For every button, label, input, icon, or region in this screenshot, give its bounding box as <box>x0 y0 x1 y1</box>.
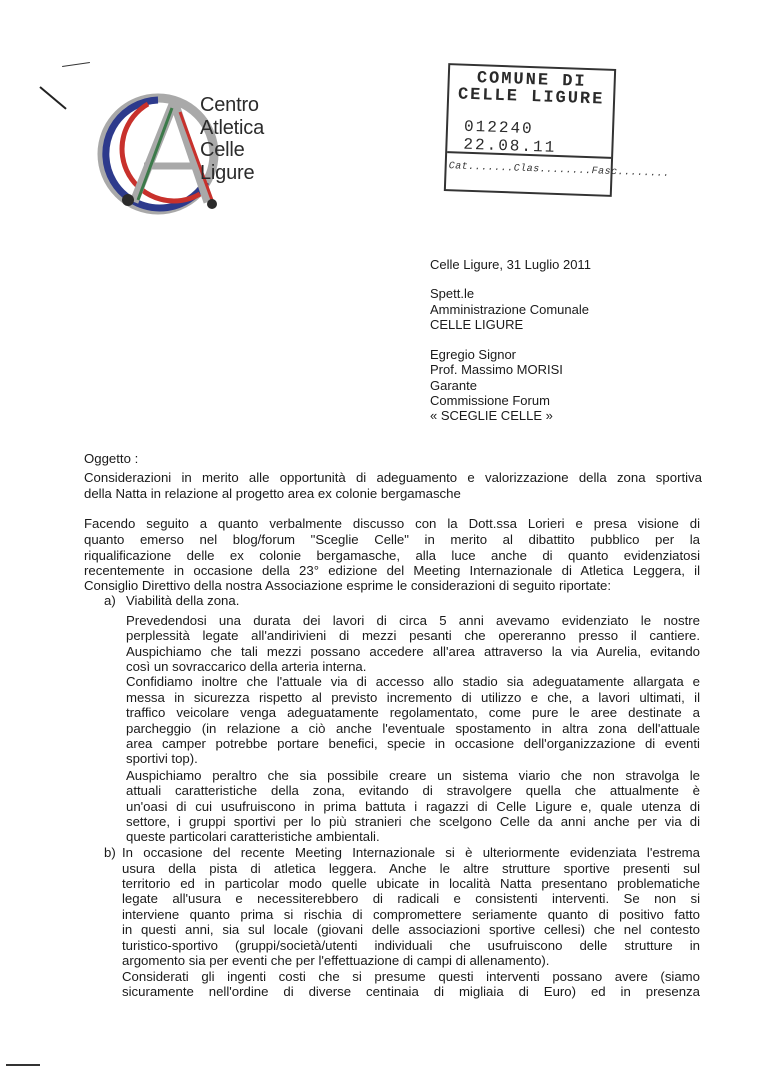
recipient-line-1: Spett.le <box>430 286 475 301</box>
item-a-line-8: parcheggio (in relazione a ciò anche l'eventuale spostamento in altra zona dell'attuale <box>126 721 700 736</box>
item-b-line-2: usura della pista di atletica leggera. Anche le altre strutture sportive presenti sul <box>122 861 700 876</box>
recipient-line-5: Prof. Massimo MORISI <box>430 362 563 377</box>
intro-line-1: Facendo seguito a quanto verbalmente discusso con la Dott.ssa Lorieri e presa visione di <box>84 516 700 531</box>
date-line: Celle Ligure, 31 Luglio 2011 <box>430 257 591 272</box>
item-a-line-4: così un sovraccarico della arteria interna. <box>126 659 367 674</box>
item-a-line-1: Prevedendosi una durata dei lavori di circa 5 anni avevamo evidenziato le nostre <box>126 613 700 628</box>
logo-text-line-2: Atletica <box>200 117 264 139</box>
subject-line-1: Considerazioni in merito alle opportunità di adeguamento e valorizzazione della zona sportiva <box>84 470 702 485</box>
item-b-line-1: In occasione del recente Meeting Internazionale si è ulteriormente evidenziata l'estrema <box>122 845 700 860</box>
item-a-line-13: un'oasi di cui usufruiscono in prima battuta i ragazzi di Celle Ligure e, quale utenza di <box>126 799 700 814</box>
recipient-line-4: Egregio Signor <box>430 347 516 362</box>
intro-line-4: recentemente in occasione della 23° edizione del Meeting Internazionale di Atletica Leggera, il <box>84 563 700 578</box>
recipient-line-8: « SCEGLIE CELLE » <box>430 408 553 423</box>
subject-line-2: della Natta in relazione al progetto area ex colonie bergamasche <box>84 486 461 501</box>
intro-line-2: quanto emerso nel blog/forum "Sceglie Celle" in merito al dibattito pubblico per la <box>84 532 700 547</box>
logo-text-line-1: Centro <box>200 94 259 116</box>
stamp-title-line-1: COMUNE DI <box>476 69 587 92</box>
intro-line-5: Consiglio Direttivo della nostra Associazione esprime le considerazioni di seguito riportate: <box>84 578 612 593</box>
item-a-line-7: traffico veicolare venga adeguatamente regolamentato, come pure le aree destinate a <box>126 705 700 720</box>
recipient-line-7: Commissione Forum <box>430 393 550 408</box>
recipient-line-3: CELLE LIGURE <box>430 317 524 332</box>
item-a-line-2: perplessità legate all'andirivieni di mezzi pesanti che opereranno presso il cantiere. <box>126 628 700 643</box>
item-a-line-6: messa in sicurezza rispetto al previsto incremento di utilizzo e che, a lavori ultimati, il <box>126 690 700 705</box>
item-a-line-5: Confidiamo inoltre che l'attuale via di accesso allo stadio sia adeguatamente allargata e <box>126 674 700 689</box>
recipient-line-6: Garante <box>430 378 477 393</box>
item-b-line-5: interviene quanto prima si rischia di compromettere seriamente quanto di positivo fatto <box>122 907 700 922</box>
item-b-line-4: legate all'usura e necessiterebbero di radicali e consistenti interventi. Se non si <box>122 891 700 906</box>
subject-label: Oggetto : <box>84 451 139 466</box>
scan-mark-bottom <box>6 1064 40 1066</box>
item-b-marker: b) <box>104 845 116 860</box>
item-b-line-7: turistico-sportivo (gruppi/società/utenti individuali che usufruiscono delle strutture in <box>122 938 700 953</box>
item-a-line-3: Auspichiamo che tali mezzi possano accedere all'area attraverso la via Aurelia, evitando <box>126 644 700 659</box>
intro-line-3: riqualificazione delle ex colonie bergamasche, alla luce anche di quanto evidenziatosi <box>84 548 700 563</box>
item-b-line-8: argomento sia per eventi che per l'effettuazione di campi di allenamento). <box>122 953 550 968</box>
item-a-line-10: sportivi top). <box>126 751 198 766</box>
scan-mark-slash <box>39 86 66 109</box>
logo-text-line-4: Ligure <box>200 162 255 184</box>
stamp-classification: Cat.......Clas........Fasc........ <box>448 161 670 180</box>
stamp-title <box>449 69 614 109</box>
stamp-protocol-number: 012240 22.08.11 <box>463 117 557 157</box>
stamp-title-line-2: CELLE LIGURE <box>457 85 605 110</box>
item-a-heading: Viabilità della zona. <box>126 593 240 608</box>
item-a-line-12: attuali caratteristiche della zona, evitando di stravolgere quella che attualmente è <box>126 783 700 798</box>
item-a-line-9: area camper potrebbe portare benefici, specie in occasione dell'organizzazione di eventi <box>126 736 700 751</box>
logo-text-line-3: Celle <box>200 139 245 161</box>
recipient-line-2: Amministrazione Comunale <box>430 302 589 317</box>
protocol-stamp <box>444 63 670 197</box>
item-a-line-11: Auspichiamo peraltro che sia possibile creare un sistema viario che non stravolga le <box>126 768 700 783</box>
item-b-line-3: territorio ed in particolar modo quelle ubicate in località Natta presentano problematiche <box>122 876 700 891</box>
scan-mark-dash <box>62 62 90 67</box>
item-b-line-10: sicuramente nell'ordine di diverse centinaia di migliaia di Euro) ed in presenza <box>122 984 700 999</box>
item-b-line-9: Considerati gli ingenti costi che si presume questi interventi possano avere (siamo <box>122 969 700 984</box>
item-a-line-14: settore, i gruppi sportivi per lo più stranieri che scelgono Celle da anni anche per via di <box>126 814 700 829</box>
item-b-line-6: in questi anni, sia sul locale (giovani delle associazioni sportive cellesi) che nel contesto <box>122 922 700 937</box>
item-a-marker: a) <box>104 593 116 608</box>
item-a-line-15: queste particolari caratteristiche ambientali. <box>126 829 380 844</box>
